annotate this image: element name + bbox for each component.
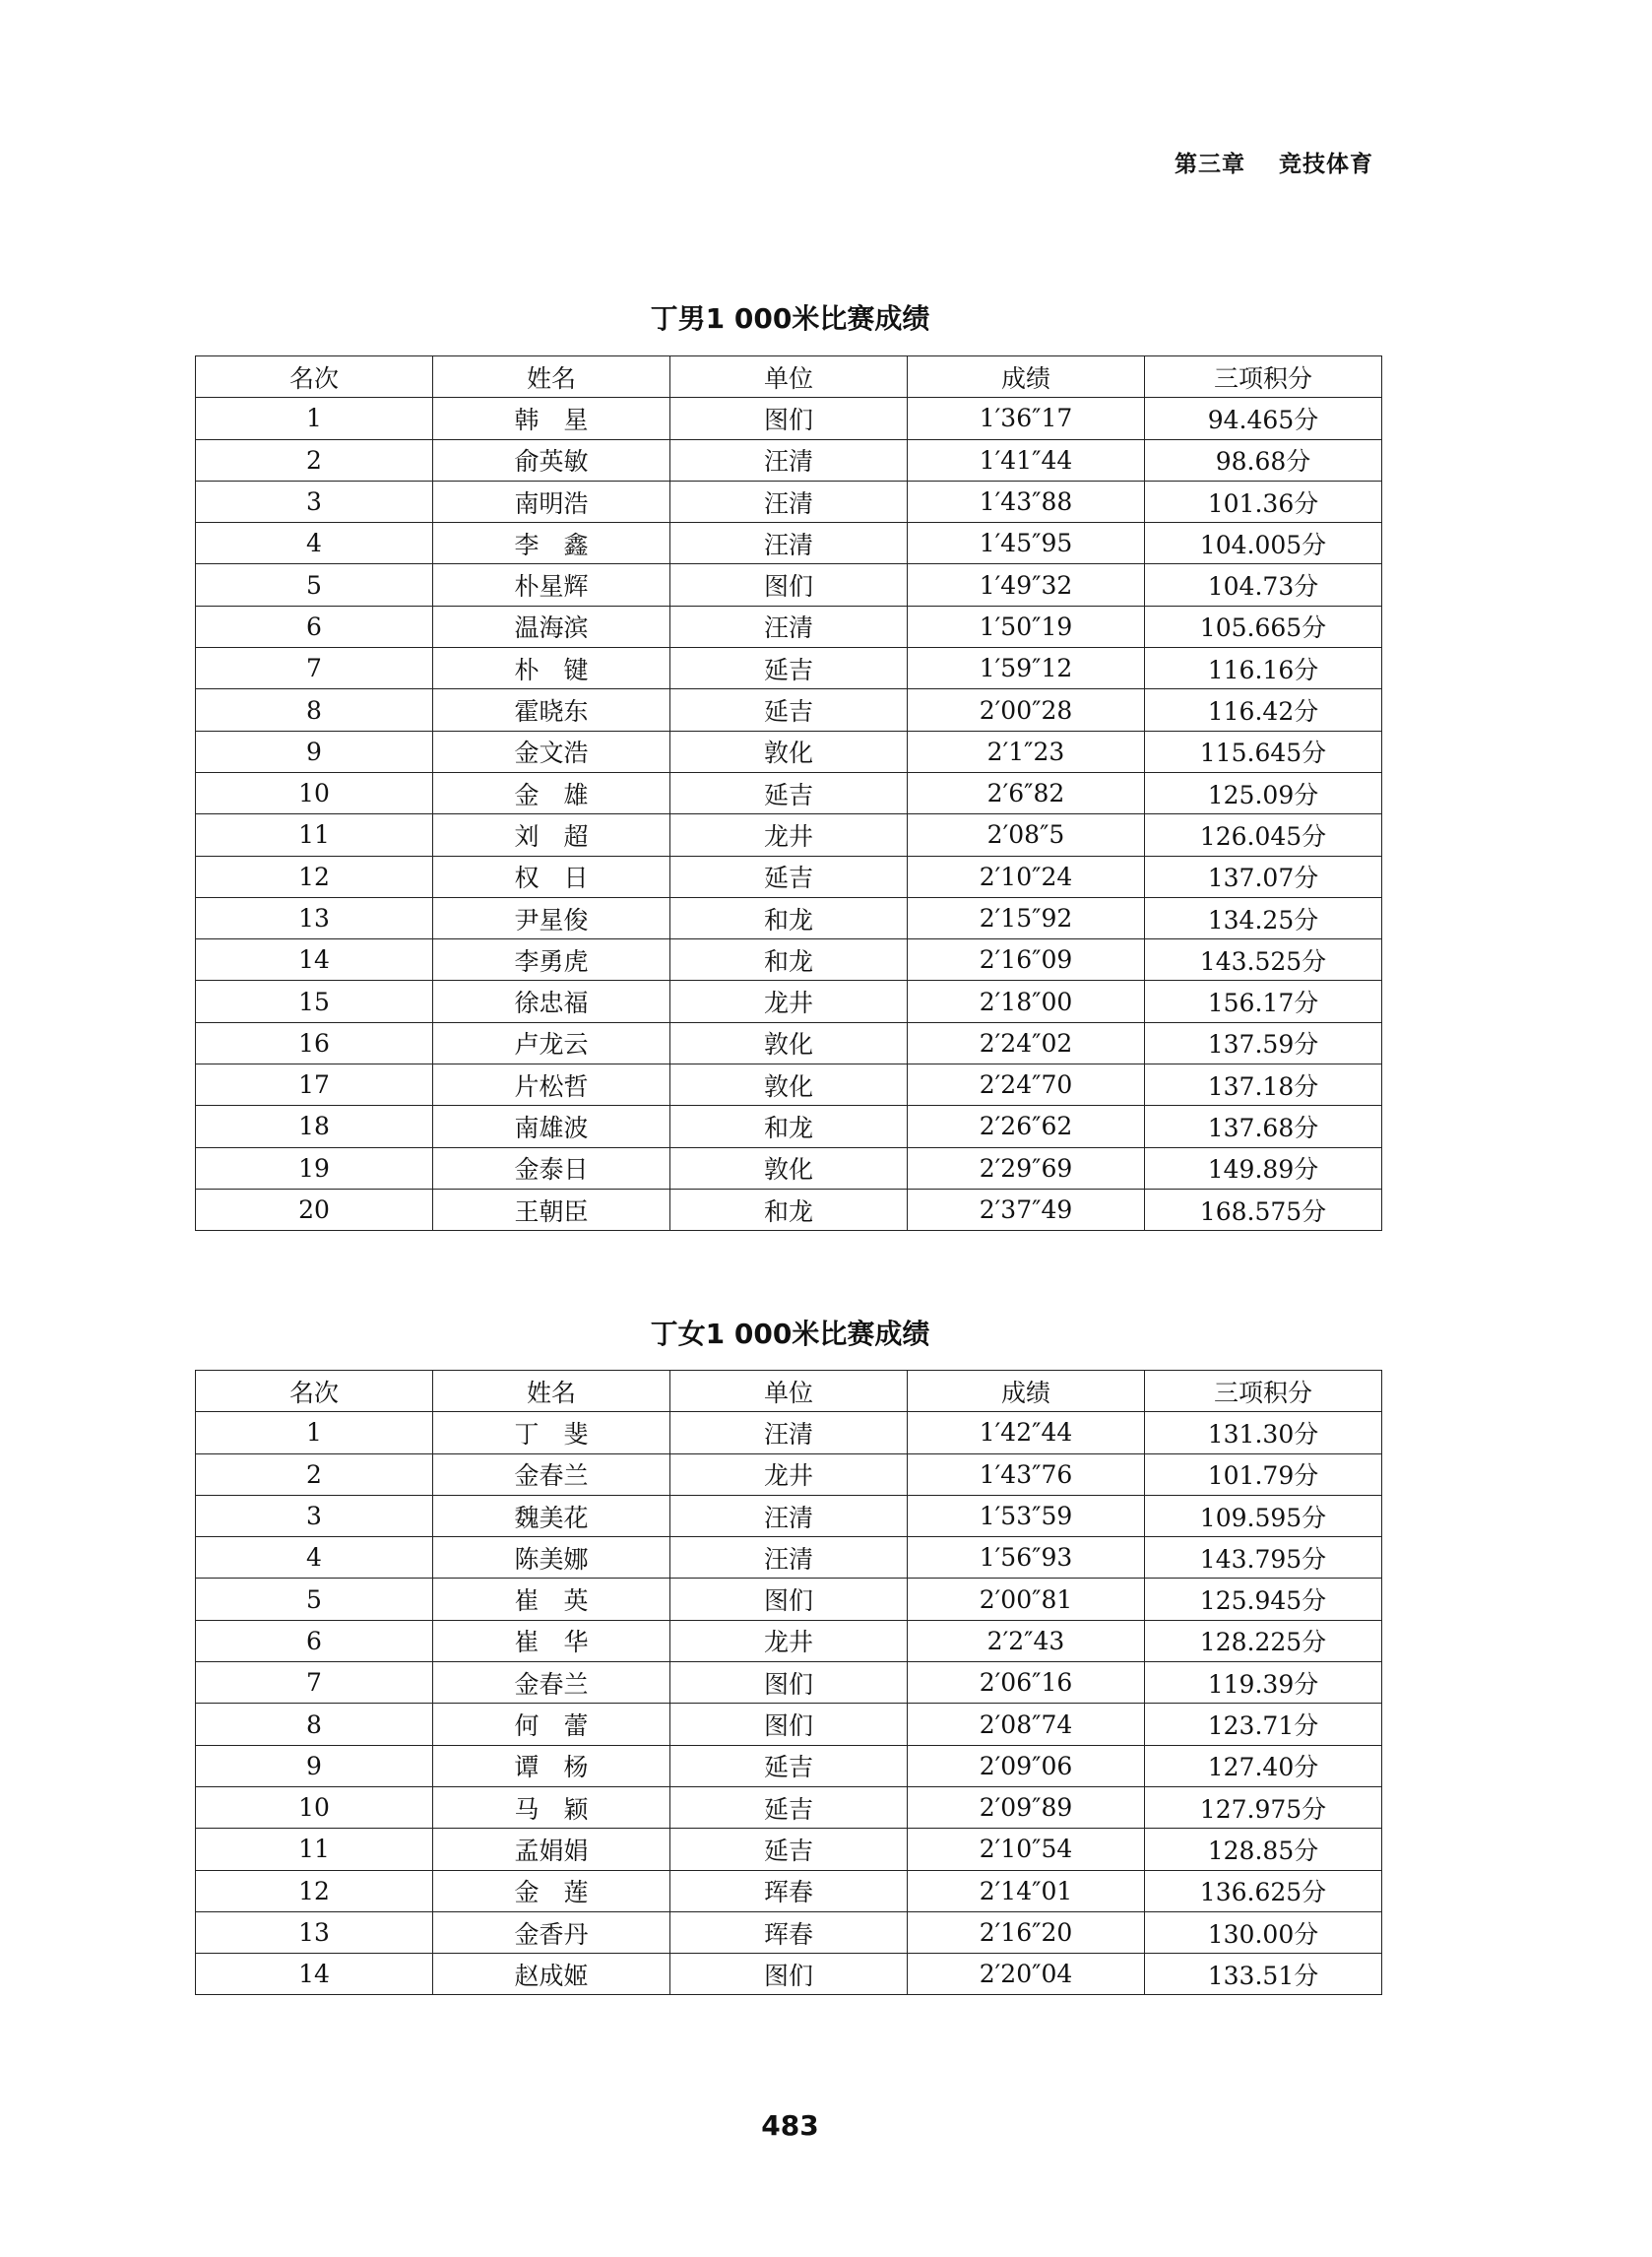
table-row xyxy=(196,1662,1382,1704)
time-cell: 1′53″59 xyxy=(908,1495,1145,1536)
name-cell: 金春兰 xyxy=(433,1662,670,1704)
table-row xyxy=(196,939,1382,981)
name-cell: 李 鑫 xyxy=(433,523,670,564)
score-cell: 143.795分 xyxy=(1145,1537,1382,1579)
column-header: 成绩 xyxy=(908,1371,1145,1412)
name-cell: 金香丹 xyxy=(433,1911,670,1953)
unit-cell: 汪清 xyxy=(670,1495,908,1536)
table-row xyxy=(196,439,1382,481)
rank-cell: 13 xyxy=(196,897,433,938)
unit-cell: 图们 xyxy=(670,398,908,439)
time-cell: 1′36″17 xyxy=(908,398,1145,439)
score-cell: 128.85分 xyxy=(1145,1829,1382,1870)
table-row xyxy=(196,1911,1382,1953)
name-cell: 金 雄 xyxy=(433,772,670,813)
table-row xyxy=(196,772,1382,813)
name-cell: 丁 斐 xyxy=(433,1412,670,1453)
score-cell: 137.07分 xyxy=(1145,856,1382,897)
name-cell: 金春兰 xyxy=(433,1453,670,1495)
unit-cell: 龙井 xyxy=(670,1453,908,1495)
score-cell: 137.18分 xyxy=(1145,1064,1382,1106)
column-header: 名次 xyxy=(196,1371,433,1412)
time-cell: 2′6″82 xyxy=(908,772,1145,813)
unit-cell: 延吉 xyxy=(670,1829,908,1870)
time-cell: 2′29″69 xyxy=(908,1147,1145,1189)
time-cell: 2′10″54 xyxy=(908,1829,1145,1870)
name-cell: 温海滨 xyxy=(433,606,670,647)
table-row xyxy=(196,1412,1382,1453)
rank-cell: 9 xyxy=(196,1745,433,1786)
time-cell: 1′49″32 xyxy=(908,564,1145,606)
time-cell: 2′16″20 xyxy=(908,1911,1145,1953)
unit-cell: 图们 xyxy=(670,564,908,606)
unit-cell: 汪清 xyxy=(670,606,908,647)
score-cell: 104.005分 xyxy=(1145,523,1382,564)
name-cell: 李勇虎 xyxy=(433,939,670,981)
column-header: 姓名 xyxy=(433,356,670,398)
name-cell: 韩 星 xyxy=(433,398,670,439)
rank-cell: 7 xyxy=(196,1662,433,1704)
rank-cell: 8 xyxy=(196,689,433,731)
rank-cell: 15 xyxy=(196,981,433,1022)
table-row xyxy=(196,523,1382,564)
unit-cell: 珲春 xyxy=(670,1870,908,1911)
unit-cell: 延吉 xyxy=(670,648,908,689)
name-cell: 俞英敏 xyxy=(433,439,670,481)
table-row xyxy=(196,856,1382,897)
unit-cell: 龙井 xyxy=(670,814,908,856)
name-cell: 片松哲 xyxy=(433,1064,670,1106)
score-cell: 128.225分 xyxy=(1145,1620,1382,1661)
score-cell: 130.00分 xyxy=(1145,1911,1382,1953)
time-cell: 1′41″44 xyxy=(908,439,1145,481)
time-cell: 1′45″95 xyxy=(908,523,1145,564)
score-cell: 119.39分 xyxy=(1145,1662,1382,1704)
name-cell: 卢龙云 xyxy=(433,1022,670,1064)
unit-cell: 敦化 xyxy=(670,1147,908,1189)
section-label: 竞技体育 xyxy=(1279,152,1373,177)
running-head xyxy=(1175,146,1373,178)
unit-cell: 汪清 xyxy=(670,1412,908,1453)
time-cell: 2′10″24 xyxy=(908,856,1145,897)
time-cell: 1′43″88 xyxy=(908,481,1145,522)
unit-cell: 图们 xyxy=(670,1662,908,1704)
table-row xyxy=(196,648,1382,689)
score-cell: 125.945分 xyxy=(1145,1579,1382,1620)
unit-cell: 和龙 xyxy=(670,1106,908,1147)
rank-cell: 1 xyxy=(196,398,433,439)
time-cell: 2′09″06 xyxy=(908,1745,1145,1786)
chapter-label: 第三章 xyxy=(1175,152,1245,177)
unit-cell: 汪清 xyxy=(670,439,908,481)
name-cell: 何 蕾 xyxy=(433,1704,670,1745)
score-cell: 115.645分 xyxy=(1145,731,1382,772)
time-cell: 1′42″44 xyxy=(908,1412,1145,1453)
rank-cell: 11 xyxy=(196,1829,433,1870)
name-cell: 金文浩 xyxy=(433,731,670,772)
name-cell: 金 莲 xyxy=(433,1870,670,1911)
rank-cell: 1 xyxy=(196,1412,433,1453)
rank-cell: 8 xyxy=(196,1704,433,1745)
unit-cell: 和龙 xyxy=(670,939,908,981)
column-header: 成绩 xyxy=(908,356,1145,398)
time-cell: 2′00″28 xyxy=(908,689,1145,731)
unit-cell: 延吉 xyxy=(670,689,908,731)
table-title-women-1000m: 丁女1 000米比赛成绩 xyxy=(650,1318,930,1350)
unit-cell: 图们 xyxy=(670,1579,908,1620)
column-header: 姓名 xyxy=(433,1371,670,1412)
time-cell: 2′2″43 xyxy=(908,1620,1145,1661)
table-row xyxy=(196,1704,1382,1745)
score-cell: 137.59分 xyxy=(1145,1022,1382,1064)
column-header: 三项积分 xyxy=(1145,356,1382,398)
table-title-men-1000m: 丁男1 000米比赛成绩 xyxy=(650,302,930,335)
unit-cell: 龙井 xyxy=(670,1620,908,1661)
name-cell: 权 日 xyxy=(433,856,670,897)
time-cell: 2′24″02 xyxy=(908,1022,1145,1064)
name-cell: 金泰日 xyxy=(433,1147,670,1189)
name-cell: 崔 华 xyxy=(433,1620,670,1661)
column-header: 单位 xyxy=(670,356,908,398)
table-row xyxy=(196,689,1382,731)
score-cell: 137.68分 xyxy=(1145,1106,1382,1147)
time-cell: 2′14″01 xyxy=(908,1870,1145,1911)
time-cell: 2′06″16 xyxy=(908,1662,1145,1704)
rank-cell: 3 xyxy=(196,481,433,522)
table-row xyxy=(196,564,1382,606)
column-header: 单位 xyxy=(670,1371,908,1412)
score-cell: 134.25分 xyxy=(1145,897,1382,938)
rank-cell: 2 xyxy=(196,439,433,481)
rank-cell: 20 xyxy=(196,1189,433,1230)
time-cell: 2′09″89 xyxy=(908,1786,1145,1828)
rank-cell: 17 xyxy=(196,1064,433,1106)
rank-cell: 5 xyxy=(196,1579,433,1620)
table-row xyxy=(196,981,1382,1022)
time-cell: 2′26″62 xyxy=(908,1106,1145,1147)
name-cell: 刘 超 xyxy=(433,814,670,856)
table-row xyxy=(196,1620,1382,1661)
name-cell: 霍晓东 xyxy=(433,689,670,731)
rank-cell: 11 xyxy=(196,814,433,856)
time-cell: 2′24″70 xyxy=(908,1064,1145,1106)
time-cell: 2′16″09 xyxy=(908,939,1145,981)
time-cell: 2′20″04 xyxy=(908,1954,1145,1995)
score-cell: 116.42分 xyxy=(1145,689,1382,731)
name-cell: 陈美娜 xyxy=(433,1537,670,1579)
page-number: 483 xyxy=(761,2109,819,2142)
unit-cell: 敦化 xyxy=(670,1064,908,1106)
column-header: 三项积分 xyxy=(1145,1371,1382,1412)
unit-cell: 珲春 xyxy=(670,1911,908,1953)
table-row xyxy=(196,1579,1382,1620)
rank-cell: 4 xyxy=(196,1537,433,1579)
score-cell: 101.36分 xyxy=(1145,481,1382,522)
time-cell: 2′08″74 xyxy=(908,1704,1145,1745)
score-cell: 105.665分 xyxy=(1145,606,1382,647)
name-cell: 王朝臣 xyxy=(433,1189,670,1230)
unit-cell: 汪清 xyxy=(670,481,908,522)
unit-cell: 延吉 xyxy=(670,1745,908,1786)
rank-cell: 16 xyxy=(196,1022,433,1064)
table-row xyxy=(196,897,1382,938)
rank-cell: 14 xyxy=(196,1954,433,1995)
table-row xyxy=(196,1870,1382,1911)
unit-cell: 汪清 xyxy=(670,1537,908,1579)
time-cell: 2′00″81 xyxy=(908,1579,1145,1620)
table-row xyxy=(196,1786,1382,1828)
score-cell: 149.89分 xyxy=(1145,1147,1382,1189)
score-cell: 98.68分 xyxy=(1145,439,1382,481)
rank-cell: 14 xyxy=(196,939,433,981)
rank-cell: 13 xyxy=(196,1911,433,1953)
rank-cell: 18 xyxy=(196,1106,433,1147)
rank-cell: 7 xyxy=(196,648,433,689)
rank-cell: 3 xyxy=(196,1495,433,1536)
table-row xyxy=(196,1453,1382,1495)
column-header: 名次 xyxy=(196,356,433,398)
score-cell: 116.16分 xyxy=(1145,648,1382,689)
unit-cell: 延吉 xyxy=(670,772,908,813)
table-row xyxy=(196,731,1382,772)
rank-cell: 10 xyxy=(196,772,433,813)
score-cell: 143.525分 xyxy=(1145,939,1382,981)
unit-cell: 图们 xyxy=(670,1704,908,1745)
time-cell: 1′43″76 xyxy=(908,1453,1145,1495)
unit-cell: 和龙 xyxy=(670,897,908,938)
table-header-row xyxy=(196,1371,1382,1412)
table-row xyxy=(196,1954,1382,1995)
rank-cell: 12 xyxy=(196,1870,433,1911)
table-row xyxy=(196,1022,1382,1064)
name-cell: 朴星辉 xyxy=(433,564,670,606)
name-cell: 崔 英 xyxy=(433,1579,670,1620)
unit-cell: 和龙 xyxy=(670,1189,908,1230)
table-row xyxy=(196,398,1382,439)
rank-cell: 12 xyxy=(196,856,433,897)
unit-cell: 延吉 xyxy=(670,856,908,897)
time-cell: 2′15″92 xyxy=(908,897,1145,938)
time-cell: 2′1″23 xyxy=(908,731,1145,772)
name-cell: 谭 杨 xyxy=(433,1745,670,1786)
score-cell: 101.79分 xyxy=(1145,1453,1382,1495)
time-cell: 2′08″5 xyxy=(908,814,1145,856)
time-cell: 2′18″00 xyxy=(908,981,1145,1022)
name-cell: 尹星俊 xyxy=(433,897,670,938)
score-cell: 125.09分 xyxy=(1145,772,1382,813)
name-cell: 赵成姬 xyxy=(433,1954,670,1995)
score-cell: 109.595分 xyxy=(1145,1495,1382,1536)
name-cell: 魏美花 xyxy=(433,1495,670,1536)
unit-cell: 延吉 xyxy=(670,1786,908,1828)
table-row xyxy=(196,1745,1382,1786)
name-cell: 马 颖 xyxy=(433,1786,670,1828)
score-cell: 104.73分 xyxy=(1145,564,1382,606)
rank-cell: 2 xyxy=(196,1453,433,1495)
time-cell: 2′37″49 xyxy=(908,1189,1145,1230)
rank-cell: 4 xyxy=(196,523,433,564)
time-cell: 1′50″19 xyxy=(908,606,1145,647)
score-cell: 126.045分 xyxy=(1145,814,1382,856)
rank-cell: 9 xyxy=(196,731,433,772)
name-cell: 南雄波 xyxy=(433,1106,670,1147)
score-cell: 127.40分 xyxy=(1145,1745,1382,1786)
score-cell: 133.51分 xyxy=(1145,1954,1382,1995)
rank-cell: 10 xyxy=(196,1786,433,1828)
table-row xyxy=(196,606,1382,647)
rank-cell: 19 xyxy=(196,1147,433,1189)
unit-cell: 敦化 xyxy=(670,731,908,772)
table-row xyxy=(196,1064,1382,1106)
time-cell: 1′56″93 xyxy=(908,1537,1145,1579)
score-cell: 94.465分 xyxy=(1145,398,1382,439)
name-cell: 徐忠福 xyxy=(433,981,670,1022)
time-cell: 1′59″12 xyxy=(908,648,1145,689)
score-cell: 123.71分 xyxy=(1145,1704,1382,1745)
table-row xyxy=(196,1829,1382,1870)
score-cell: 168.575分 xyxy=(1145,1189,1382,1230)
results-table-women-1000m xyxy=(195,1370,1382,1995)
unit-cell: 敦化 xyxy=(670,1022,908,1064)
score-cell: 127.975分 xyxy=(1145,1786,1382,1828)
table-row xyxy=(196,814,1382,856)
results-table-men-1000m xyxy=(195,355,1382,1231)
score-cell: 156.17分 xyxy=(1145,981,1382,1022)
table-row xyxy=(196,1189,1382,1230)
table-row xyxy=(196,1106,1382,1147)
table-row xyxy=(196,1537,1382,1579)
rank-cell: 6 xyxy=(196,606,433,647)
name-cell: 南明浩 xyxy=(433,481,670,522)
rank-cell: 5 xyxy=(196,564,433,606)
table-row xyxy=(196,1147,1382,1189)
table-row xyxy=(196,1495,1382,1536)
name-cell: 孟娟娟 xyxy=(433,1829,670,1870)
table-header-row xyxy=(196,356,1382,398)
unit-cell: 图们 xyxy=(670,1954,908,1995)
score-cell: 136.625分 xyxy=(1145,1870,1382,1911)
name-cell: 朴 键 xyxy=(433,648,670,689)
unit-cell: 汪清 xyxy=(670,523,908,564)
table-row xyxy=(196,481,1382,522)
unit-cell: 龙井 xyxy=(670,981,908,1022)
rank-cell: 6 xyxy=(196,1620,433,1661)
score-cell: 131.30分 xyxy=(1145,1412,1382,1453)
